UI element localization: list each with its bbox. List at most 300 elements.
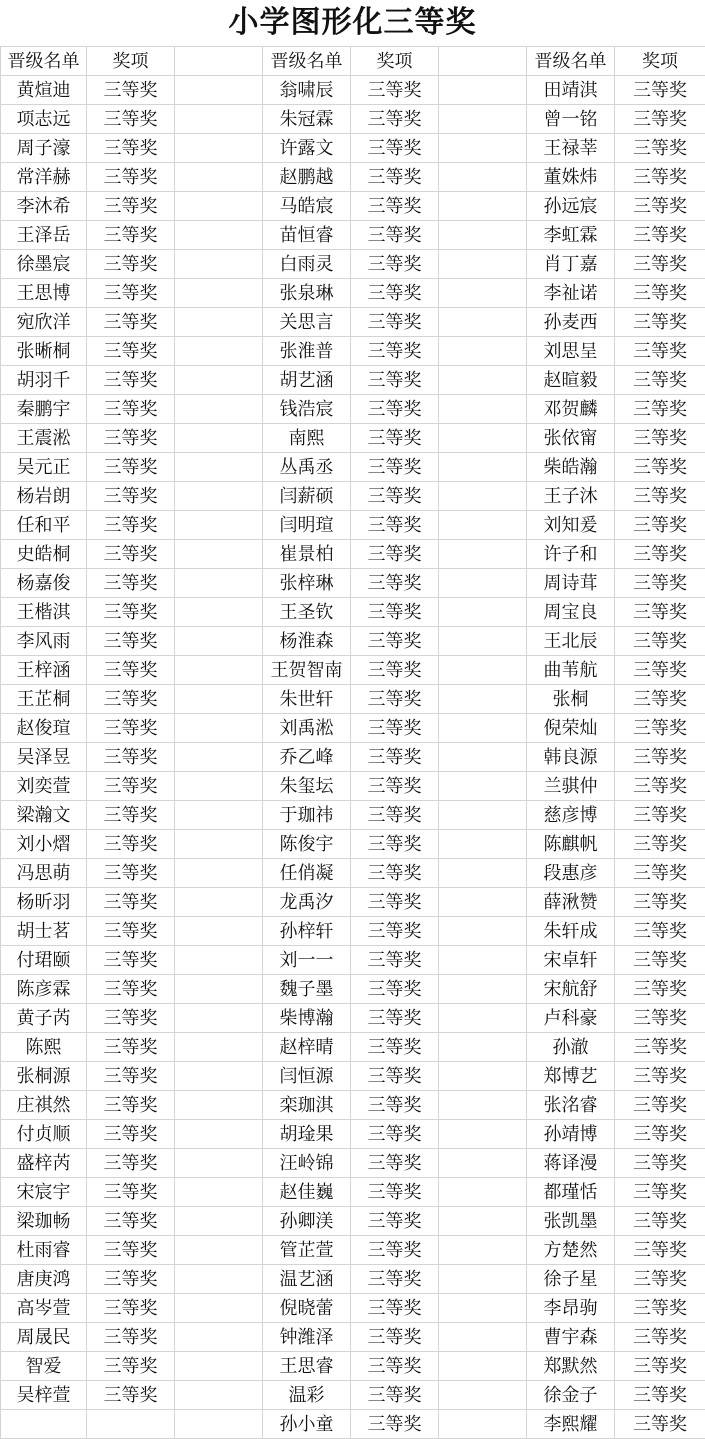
table-row (1, 453, 705, 482)
name-cell: 孙澈 (527, 1033, 615, 1062)
award-cell: 三等奖 (615, 1149, 705, 1178)
name-cell: 郑默然 (527, 1352, 615, 1381)
award-cell: 三等奖 (351, 1178, 439, 1207)
award-cell: 三等奖 (351, 250, 439, 279)
award-cell: 三等奖 (615, 975, 705, 1004)
spacer-cell (175, 453, 263, 482)
name-cell: 张泉琳 (263, 279, 351, 308)
name-cell: 王圣钦 (263, 598, 351, 627)
spacer-cell (175, 1352, 263, 1381)
award-cell: 三等奖 (615, 424, 705, 453)
award-cell: 三等奖 (351, 424, 439, 453)
name-cell: 陈熙 (1, 1033, 87, 1062)
header-name-3: 晋级名单 (527, 47, 615, 76)
award-cell: 三等奖 (615, 1004, 705, 1033)
name-cell: 唐庚鸿 (1, 1265, 87, 1294)
table-row (1, 801, 705, 830)
award-cell: 三等奖 (615, 308, 705, 337)
spacer-cell (175, 859, 263, 888)
name-cell: 付贞顺 (1, 1120, 87, 1149)
award-cell: 三等奖 (351, 830, 439, 859)
award-cell: 三等奖 (615, 1120, 705, 1149)
award-cell: 三等奖 (87, 1062, 175, 1091)
award-cell: 三等奖 (351, 221, 439, 250)
spacer-cell (439, 859, 527, 888)
name-cell: 闫恒源 (263, 1062, 351, 1091)
award-cell: 三等奖 (615, 946, 705, 975)
name-cell: 张凯墨 (527, 1207, 615, 1236)
award-cell: 三等奖 (615, 1091, 705, 1120)
award-cell: 三等奖 (351, 1381, 439, 1410)
name-cell: 杨岩朗 (1, 482, 87, 511)
award-cell: 三等奖 (87, 1120, 175, 1149)
spacer-cell (439, 772, 527, 801)
award-cell: 三等奖 (351, 1236, 439, 1265)
award-cell: 三等奖 (351, 395, 439, 424)
spacer-cell (439, 1062, 527, 1091)
spacer-cell (175, 801, 263, 830)
award-cell: 三等奖 (87, 1323, 175, 1352)
name-cell: 冯思萌 (1, 859, 87, 888)
spacer-cell (439, 250, 527, 279)
award-cell: 三等奖 (87, 366, 175, 395)
award-cell: 三等奖 (87, 250, 175, 279)
award-cell: 三等奖 (351, 1062, 439, 1091)
spacer-cell (439, 134, 527, 163)
table-row (1, 134, 705, 163)
spacer-cell (439, 1381, 527, 1410)
spacer-cell (175, 163, 263, 192)
spacer-cell (175, 830, 263, 859)
table-row (1, 1381, 705, 1410)
name-cell: 杨淮森 (263, 627, 351, 656)
table-row (1, 1091, 705, 1120)
spacer-cell (175, 192, 263, 221)
table-row (1, 1352, 705, 1381)
spacer-cell (439, 656, 527, 685)
name-cell: 朱轩成 (527, 917, 615, 946)
name-cell: 刘小熠 (1, 830, 87, 859)
name-cell: 徐子星 (527, 1265, 615, 1294)
award-cell: 三等奖 (87, 511, 175, 540)
award-cell: 三等奖 (351, 1265, 439, 1294)
spacer-cell (439, 685, 527, 714)
name-cell: 许露文 (263, 134, 351, 163)
award-cell: 三等奖 (87, 105, 175, 134)
award-cell: 三等奖 (615, 1323, 705, 1352)
name-cell: 宋宸宇 (1, 1178, 87, 1207)
award-cell: 三等奖 (615, 1352, 705, 1381)
spacer-cell (175, 1062, 263, 1091)
spacer-cell (439, 888, 527, 917)
table-row (1, 1323, 705, 1352)
name-cell: 李熙耀 (527, 1410, 615, 1439)
award-cell: 三等奖 (351, 453, 439, 482)
name-cell: 刘知爰 (527, 511, 615, 540)
spacer-cell (439, 163, 527, 192)
name-cell: 许子和 (527, 540, 615, 569)
name-cell: 管芷萱 (263, 1236, 351, 1265)
table-row (1, 337, 705, 366)
award-cell: 三等奖 (615, 656, 705, 685)
name-cell: 庄祺然 (1, 1091, 87, 1120)
name-cell: 蒋译漫 (527, 1149, 615, 1178)
award-cell: 三等奖 (615, 859, 705, 888)
name-cell: 李风雨 (1, 627, 87, 656)
award-cell: 三等奖 (87, 1178, 175, 1207)
spacer-cell (439, 279, 527, 308)
spacer-cell (439, 366, 527, 395)
name-cell: 朱冠霖 (263, 105, 351, 134)
spacer-cell (175, 1004, 263, 1033)
table-row (1, 714, 705, 743)
name-cell: 刘思呈 (527, 337, 615, 366)
spacer-cell (439, 424, 527, 453)
name-cell: 张淮普 (263, 337, 351, 366)
award-cell: 三等奖 (87, 888, 175, 917)
spacer-cell (439, 221, 527, 250)
spacer-cell (175, 772, 263, 801)
name-cell: 方楚然 (527, 1236, 615, 1265)
name-cell: 曹宇森 (527, 1323, 615, 1352)
name-cell: 胡琻果 (263, 1120, 351, 1149)
name-cell: 秦鹏宇 (1, 395, 87, 424)
table-row (1, 743, 705, 772)
spacer-cell (439, 1236, 527, 1265)
award-cell: 三等奖 (351, 105, 439, 134)
name-cell: 梁瀚文 (1, 801, 87, 830)
name-cell: 钟潍泽 (263, 1323, 351, 1352)
award-cell: 三等奖 (87, 163, 175, 192)
name-cell: 王北辰 (527, 627, 615, 656)
spacer-cell (439, 1207, 527, 1236)
name-cell: 汪岭锦 (263, 1149, 351, 1178)
spacer-cell (175, 250, 263, 279)
award-cell: 三等奖 (87, 134, 175, 163)
award-cell: 三等奖 (87, 830, 175, 859)
name-cell: 任和平 (1, 511, 87, 540)
name-cell: 李祉诺 (527, 279, 615, 308)
spacer-cell (439, 975, 527, 1004)
award-cell: 三等奖 (615, 1265, 705, 1294)
spacer-cell (439, 1178, 527, 1207)
spacer-cell (439, 1323, 527, 1352)
name-cell: 王泽岳 (1, 221, 87, 250)
spacer-cell (439, 47, 527, 76)
award-cell: 三等奖 (615, 627, 705, 656)
table-row (1, 308, 705, 337)
spacer-cell (175, 1381, 263, 1410)
spacer-cell (175, 975, 263, 1004)
spacer-cell (439, 1120, 527, 1149)
award-cell: 三等奖 (615, 192, 705, 221)
name-cell: 兰骐仲 (527, 772, 615, 801)
name-cell: 赵梓晴 (263, 1033, 351, 1062)
header-award-3: 奖项 (615, 47, 705, 76)
table-row (1, 685, 705, 714)
award-cell: 三等奖 (615, 395, 705, 424)
spacer-cell (439, 801, 527, 830)
award-cell: 三等奖 (87, 598, 175, 627)
award-cell: 三等奖 (351, 946, 439, 975)
award-cell: 三等奖 (351, 1091, 439, 1120)
table-row (1, 656, 705, 685)
table-row (1, 1207, 705, 1236)
spacer-cell (175, 1323, 263, 1352)
award-cell: 三等奖 (615, 337, 705, 366)
award-cell: 三等奖 (615, 801, 705, 830)
name-cell: 张桐源 (1, 1062, 87, 1091)
award-cell: 三等奖 (351, 163, 439, 192)
spacer-cell (175, 685, 263, 714)
award-cell: 三等奖 (87, 1004, 175, 1033)
award-cell: 三等奖 (351, 540, 439, 569)
table-row (1, 424, 705, 453)
name-cell: 付珺颐 (1, 946, 87, 975)
award-cell: 三等奖 (615, 366, 705, 395)
name-cell: 倪晓蕾 (263, 1294, 351, 1323)
name-cell: 王楷淇 (1, 598, 87, 627)
name-cell: 卢科豪 (527, 1004, 615, 1033)
table-row (1, 105, 705, 134)
spacer-cell (175, 1207, 263, 1236)
spacer-cell (439, 743, 527, 772)
name-cell: 项志远 (1, 105, 87, 134)
name-cell: 高岑萱 (1, 1294, 87, 1323)
award-cell: 三等奖 (351, 656, 439, 685)
spacer-cell (175, 337, 263, 366)
table-row (1, 250, 705, 279)
award-cell: 三等奖 (351, 482, 439, 511)
spacer-cell (439, 569, 527, 598)
spacer-cell (439, 105, 527, 134)
name-cell: 倪荣灿 (527, 714, 615, 743)
spacer-cell (175, 714, 263, 743)
name-cell: 于珈祎 (263, 801, 351, 830)
award-cell: 三等奖 (87, 685, 175, 714)
award-cell: 三等奖 (615, 569, 705, 598)
spacer-cell (175, 134, 263, 163)
name-cell: 朱世轩 (263, 685, 351, 714)
spacer-cell (439, 1410, 527, 1439)
award-cell: 三等奖 (87, 337, 175, 366)
name-cell: 胡士茗 (1, 917, 87, 946)
name-cell: 郑博艺 (527, 1062, 615, 1091)
name-cell: 刘奕萱 (1, 772, 87, 801)
table-row (1, 366, 705, 395)
award-cell (87, 1410, 175, 1439)
spacer-cell (439, 511, 527, 540)
name-cell: 李昂驹 (527, 1294, 615, 1323)
spacer-cell (175, 1033, 263, 1062)
spacer-cell (439, 453, 527, 482)
name-cell: 孙卿渼 (263, 1207, 351, 1236)
award-cell: 三等奖 (615, 1033, 705, 1062)
table-row (1, 221, 705, 250)
name-cell: 马皓宸 (263, 192, 351, 221)
award-cell: 三等奖 (615, 540, 705, 569)
award-cell: 三等奖 (351, 685, 439, 714)
name-cell: 张晰桐 (1, 337, 87, 366)
award-cell: 三等奖 (87, 1033, 175, 1062)
name-cell: 白雨灵 (263, 250, 351, 279)
name-cell: 朱玺坛 (263, 772, 351, 801)
award-cell: 三等奖 (87, 1381, 175, 1410)
spacer-cell (439, 308, 527, 337)
spacer-cell (439, 1033, 527, 1062)
name-cell: 张依甯 (527, 424, 615, 453)
name-cell: 智爱 (1, 1352, 87, 1381)
name-cell: 宋卓轩 (527, 946, 615, 975)
award-cell: 三等奖 (351, 714, 439, 743)
spacer-cell (439, 830, 527, 859)
spacer-cell (175, 1178, 263, 1207)
name-cell: 王思博 (1, 279, 87, 308)
spacer-cell (175, 656, 263, 685)
award-cell: 三等奖 (615, 453, 705, 482)
award-cell: 三等奖 (615, 743, 705, 772)
name-cell: 关思言 (263, 308, 351, 337)
name-cell: 柴博瀚 (263, 1004, 351, 1033)
award-cell: 三等奖 (87, 540, 175, 569)
spacer-cell (175, 1265, 263, 1294)
name-cell: 宛欣洋 (1, 308, 87, 337)
table-row (1, 1178, 705, 1207)
name-cell: 肖丁嘉 (527, 250, 615, 279)
name-cell: 杜雨睿 (1, 1236, 87, 1265)
table-row (1, 1033, 705, 1062)
spacer-cell (439, 1149, 527, 1178)
award-cell: 三等奖 (351, 1352, 439, 1381)
award-cell: 三等奖 (615, 888, 705, 917)
spacer-cell (175, 1091, 263, 1120)
spacer-cell (175, 76, 263, 105)
table-row (1, 888, 705, 917)
name-cell: 胡艺涵 (263, 366, 351, 395)
header-name-2: 晋级名单 (263, 47, 351, 76)
name-cell: 南熙 (263, 424, 351, 453)
table-row (1, 76, 705, 105)
award-cell: 三等奖 (87, 1294, 175, 1323)
award-cell: 三等奖 (615, 511, 705, 540)
table-row (1, 279, 705, 308)
name-cell: 徐墨宸 (1, 250, 87, 279)
award-cell: 三等奖 (351, 134, 439, 163)
table-row (1, 627, 705, 656)
award-cell: 三等奖 (351, 888, 439, 917)
name-cell: 王子沐 (527, 482, 615, 511)
spacer-cell (175, 511, 263, 540)
name-cell: 王禄莘 (527, 134, 615, 163)
name-cell: 孙麦西 (527, 308, 615, 337)
award-cell: 三等奖 (351, 1410, 439, 1439)
name-cell: 宋航舒 (527, 975, 615, 1004)
award-cell: 三等奖 (351, 511, 439, 540)
award-cell: 三等奖 (615, 772, 705, 801)
award-cell: 三等奖 (615, 714, 705, 743)
name-cell: 任俏凝 (263, 859, 351, 888)
table-header-row (1, 47, 705, 76)
spacer-cell (175, 279, 263, 308)
award-cell: 三等奖 (615, 830, 705, 859)
award-cell: 三等奖 (351, 337, 439, 366)
spacer-cell (175, 1149, 263, 1178)
name-cell: 魏子墨 (263, 975, 351, 1004)
award-cell: 三等奖 (351, 917, 439, 946)
spacer-cell (175, 308, 263, 337)
name-cell: 都瑾恬 (527, 1178, 615, 1207)
name-cell: 曾一铭 (527, 105, 615, 134)
award-cell: 三等奖 (351, 801, 439, 830)
name-cell: 陈俊宇 (263, 830, 351, 859)
award-cell: 三等奖 (615, 163, 705, 192)
table-row (1, 772, 705, 801)
award-cell: 三等奖 (87, 946, 175, 975)
name-cell: 周诗茸 (527, 569, 615, 598)
spacer-cell (439, 598, 527, 627)
name-cell: 曲苇航 (527, 656, 615, 685)
award-cell: 三等奖 (87, 1236, 175, 1265)
award-cell: 三等奖 (615, 917, 705, 946)
award-cell: 三等奖 (615, 76, 705, 105)
name-cell: 李沐希 (1, 192, 87, 221)
award-cell: 三等奖 (87, 192, 175, 221)
award-cell: 三等奖 (615, 250, 705, 279)
award-cell: 三等奖 (87, 801, 175, 830)
name-cell: 钱浩宸 (263, 395, 351, 424)
spacer-cell (175, 1410, 263, 1439)
spacer-cell (175, 47, 263, 76)
award-cell: 三等奖 (351, 192, 439, 221)
name-cell: 龙禹汐 (263, 888, 351, 917)
name-cell: 王梓涵 (1, 656, 87, 685)
award-cell: 三等奖 (87, 859, 175, 888)
name-cell: 温艺涵 (263, 1265, 351, 1294)
spacer-cell (175, 946, 263, 975)
award-cell: 三等奖 (87, 714, 175, 743)
table-row (1, 1062, 705, 1091)
spacer-cell (439, 1265, 527, 1294)
award-cell: 三等奖 (87, 743, 175, 772)
award-cell: 三等奖 (615, 1178, 705, 1207)
header-award-1: 奖项 (87, 47, 175, 76)
spacer-cell (439, 1294, 527, 1323)
award-cell: 三等奖 (615, 279, 705, 308)
award-cell: 三等奖 (87, 772, 175, 801)
name-cell: 盛梓芮 (1, 1149, 87, 1178)
name-cell: 杨嘉俊 (1, 569, 87, 598)
award-cell: 三等奖 (351, 598, 439, 627)
name-cell: 闫薪硕 (263, 482, 351, 511)
award-cell: 三等奖 (87, 1207, 175, 1236)
award-cell: 三等奖 (615, 482, 705, 511)
award-cell: 三等奖 (87, 482, 175, 511)
name-cell: 常洋赫 (1, 163, 87, 192)
name-cell: 孙远宸 (527, 192, 615, 221)
award-cell: 三等奖 (87, 76, 175, 105)
name-cell: 栾珈淇 (263, 1091, 351, 1120)
table-row (1, 395, 705, 424)
award-cell: 三等奖 (615, 105, 705, 134)
award-cell: 三等奖 (87, 656, 175, 685)
award-cell: 三等奖 (615, 1062, 705, 1091)
name-cell: 孙梓轩 (263, 917, 351, 946)
table-row (1, 1149, 705, 1178)
award-cell: 三等奖 (87, 1352, 175, 1381)
page-title: 小学图形化三等奖 (0, 0, 705, 46)
award-cell: 三等奖 (351, 975, 439, 1004)
name-cell: 刘禹淞 (263, 714, 351, 743)
